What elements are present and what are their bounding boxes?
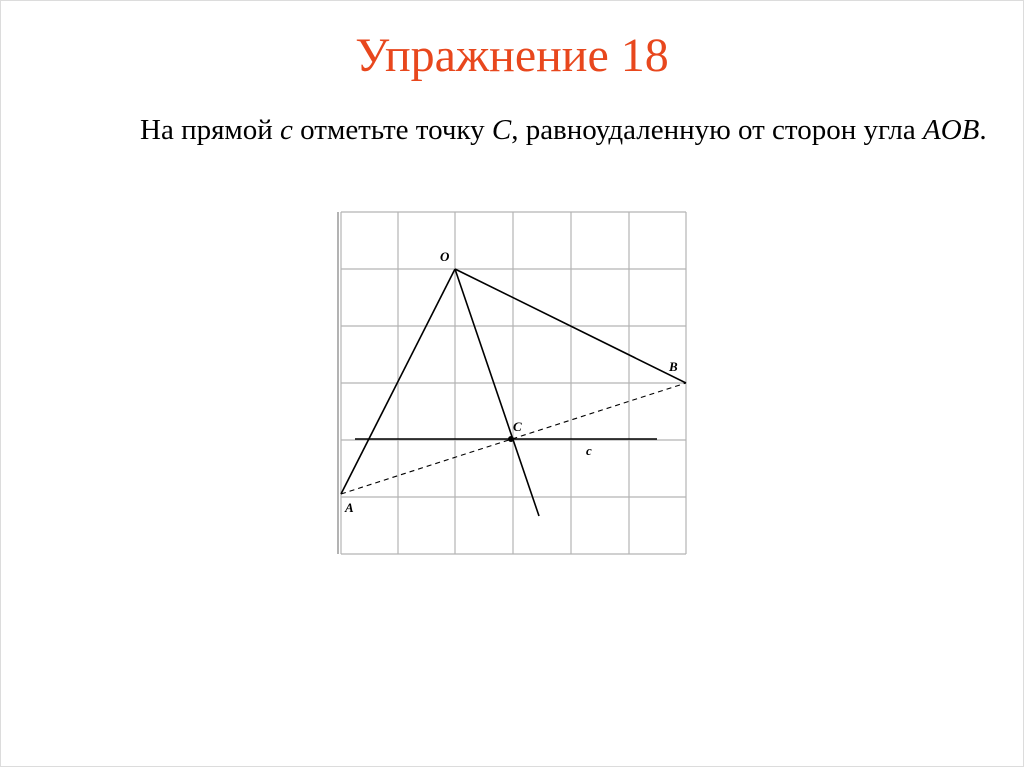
task-line-name: c	[280, 114, 293, 146]
geometry-figure-svg	[330, 205, 695, 565]
label-a: A	[345, 500, 354, 515]
label-c: C	[513, 419, 522, 434]
point-c	[508, 436, 514, 442]
angle-bisector	[455, 269, 539, 516]
task-text-part2: отметьте точку	[292, 114, 492, 146]
grid	[341, 212, 686, 554]
task-text-part4: .	[979, 114, 987, 146]
slide-title: Упражнение 18	[355, 29, 669, 82]
task-text	[98, 110, 998, 150]
geometry-figure	[330, 205, 695, 565]
label-line-c: c	[586, 443, 592, 458]
label-b: B	[669, 359, 678, 374]
task-text-part1: На прямой	[140, 114, 281, 146]
label-o: O	[440, 249, 450, 264]
task-point-name: C	[491, 114, 512, 146]
task-text-part3: , равноудаленную от сторон угла	[511, 114, 924, 146]
task-angle-name: AOB	[923, 114, 980, 146]
